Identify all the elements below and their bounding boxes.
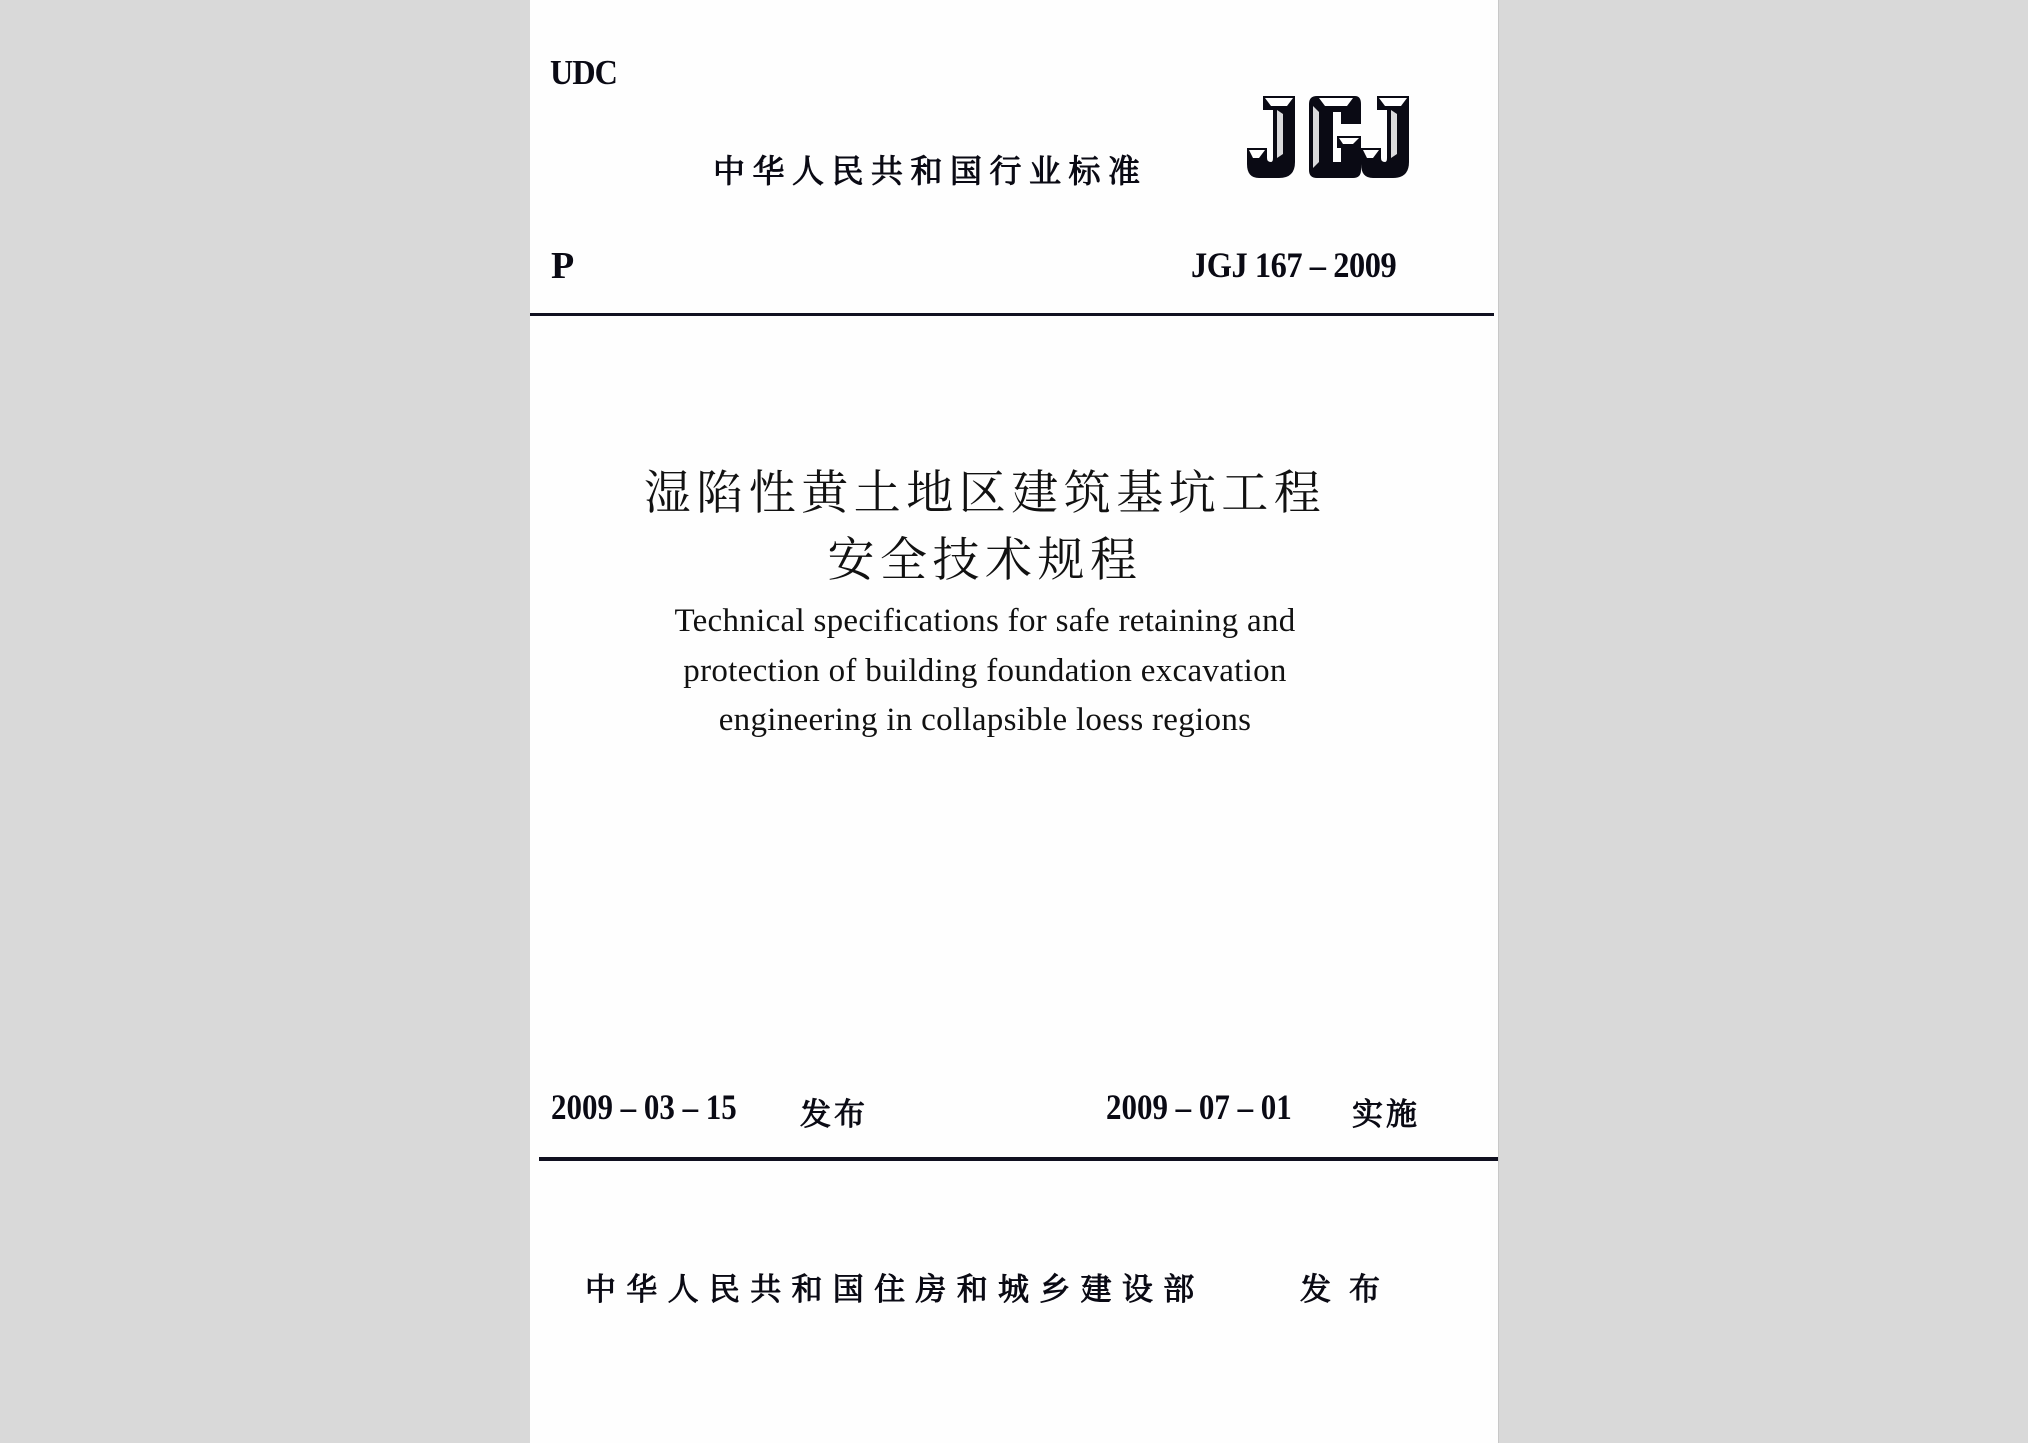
issue-label: 发布 bbox=[800, 1097, 868, 1133]
effective-date: 2009 – 07 – 01 bbox=[1106, 1087, 1292, 1127]
issue-date: 2009 – 03 – 15 bbox=[551, 1087, 737, 1127]
title-en-line-3: engineering in collapsible loess regions bbox=[718, 702, 1252, 738]
title-en-line-2: protection of building foundation excavation bbox=[683, 653, 1287, 689]
footer-divider bbox=[539, 1157, 1498, 1161]
issuer-line: 中华人民共和国行业标准 bbox=[713, 152, 1148, 190]
effective-label: 实施 bbox=[1352, 1097, 1420, 1133]
publisher-name: 中华人民共和国住房和城乡建设部 bbox=[585, 1272, 1205, 1308]
document-page bbox=[530, 0, 1499, 1443]
udc-label: UDC bbox=[550, 53, 618, 92]
publish-action: 发布 bbox=[1300, 1272, 1398, 1308]
classification-code: P bbox=[551, 245, 575, 287]
title-en-line-1: Technical specifications for safe retaining and bbox=[674, 603, 1296, 639]
jgj-logo-icon bbox=[1243, 92, 1413, 182]
header-divider bbox=[530, 313, 1494, 316]
title-zh-line-1: 湿陷性黄土地区建筑基坑工程 bbox=[643, 466, 1327, 521]
title-zh-line-2: 安全技术规程 bbox=[827, 533, 1143, 588]
standard-number: JGJ 167 – 2009 bbox=[1191, 245, 1397, 285]
